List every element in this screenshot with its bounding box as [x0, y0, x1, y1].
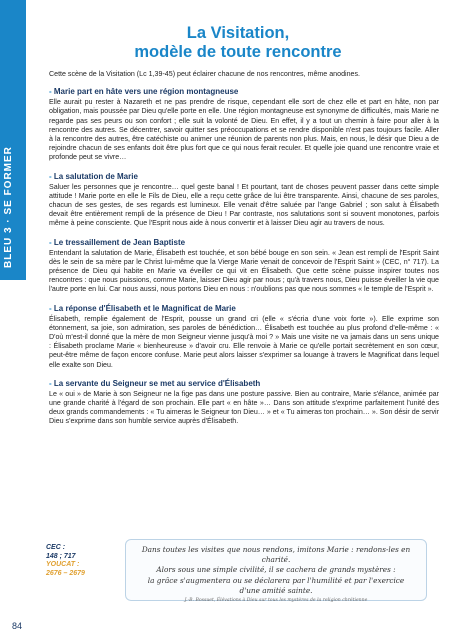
page-title [40, 24, 436, 62]
article-body [49, 70, 439, 436]
quote-line: d'une amitié sainte. [239, 585, 313, 595]
page-title-line1: La Visitation, [186, 24, 290, 42]
cec-value: 148 ; 717 [46, 552, 76, 560]
section-salutation [49, 172, 439, 229]
page-title-line2: modèle de toute rencontre [134, 43, 342, 61]
section-heading: - La réponse d'Élisabeth et le Magnificat de Marie [49, 303, 236, 313]
section-heading: - Marie part en hâte vers une région montagneuse [49, 87, 239, 97]
section-body: Elle aurait pu rester à Nazareth et ne pas prendre de risque, cependant elle sort de chez elle et part en hâte, non par obligation, mais poussée par Dieu qu'elle porte en elle. Une région montagneuse est synonyme de difficultés, mais Marie ne regarde pas ses peurs ou son confort ; elle suit la volonté de Dieu. En effet, il y a tout un chemin à faire pour aller à la rencontre des autres. Se décentrer, savoir quitter ses préoccupations et se rendre disponible n'est pas toujours facile. Aller à la rencontre des autres, être catéchiste ou animer une réunion de parents non plus. Mais, en nous, le désir que Dieu a de rejoindre chacun de ses enfants doit être plus fort que ce qui nous ferait reculer. Et quelle joie quand une rencontre vraie et profonde peut se vivre… [49, 98, 439, 162]
page-number: 84 [12, 621, 23, 631]
intro-paragraph: Cette scène de la Visitation (Lc 1,39-45) peut éclairer chacune de nos rencontres, même anodines. [49, 70, 360, 78]
quote-line: Dans toutes les visites que nous rendons, imitons Marie : rendons-les en charité. [141, 545, 411, 565]
section-heading: - La servante du Seigneur se met au service d'Élisabeth [49, 378, 261, 388]
sidebar-band [0, 0, 26, 280]
section-body: Saluer les personnes que je rencontre… quel geste banal ! Et pourtant, tant de choses peuvent passer dans cette simple attitude ! Marie porte en elle le Fils de Dieu, elle a reçu cette grâce de lui être transparente. Ainsi, chacune de ses paroles, chacun de ses gestes, de ses regards est lumineux. Elle venait d'être saluée par l'ange Gabriel ; son salut à Élisabeth devait être entièrement rempli de la présence de Dieu ! Par contraste, nos salutations sont si souvent monotones, parfois même à peine consciente. Que l'Esprit nous aide à nous convertir et à laisser Dieu agir au travers de nous. [49, 182, 439, 228]
youcat-value: 2676 – 2679 [46, 569, 85, 577]
youcat-label: YOUCAT : [46, 561, 80, 569]
quote-line: Alors sous une simple civilité, il se cachera de grands mystères : [156, 565, 396, 575]
section-servante [49, 379, 439, 427]
sidebar-label: BLEU 3 · SE FORMER [3, 146, 14, 268]
section-heading: - Le tressaillement de Jean Baptiste [49, 237, 186, 247]
section-tressaillement [49, 238, 439, 295]
references [46, 544, 121, 578]
section-body: Entendant la salutation de Marie, Élisabeth est touchée, et son bébé bouge en son sein. « Jean est rempli de l'Esprit Saint dès le sein de sa mère par le Christ lui-même que la Vierge Marie venait de concevoir de l'Esprit Saint » (CEC, n° 717). La présence de Dieu qui habite en Marie va éveiller ce qui vit en Élisabeth. Que cette scène puisse inspirer toutes nos rencontres : que nous puissions, comme Marie, laisser Dieu agir par nous ; qu'à travers nous, Dieu puisse éveiller la vie que l'autre porte en lui. Car nous aussi, nous portons Dieu en nous : n'oublions pas que nous sommes « le temple de l'Esprit ». [49, 248, 439, 294]
quote-line: la grâce s'augmentera ou se déclarera par l'humilité et par l'exercice [147, 575, 405, 585]
section-heading: - La salutation de Marie [49, 171, 138, 181]
quote-source: J.-B. Bossuet, Élévations à Dieu sur tous les mystères de la religion chrétienne [184, 598, 368, 604]
section-marie-part [49, 87, 439, 162]
quote-text [126, 545, 426, 596]
section-reponse-elisabeth [49, 304, 439, 370]
section-body: Le « oui » de Marie à son Seigneur ne la fige pas dans une posture passive. Bien au contraire, Marie s'élance, animée par une grande charité à l'égard de son prochain. Elle part « en hâte »… Dans son attitude s'exprime parfaitement l'unité des deux grands commandements : « Tu aimeras le Seigneur ton Dieu… » et « Tu aimeras ton prochain… ». Son désir de servir Dieu s'exprime dans son humble service auprès d'Élisabeth. [49, 389, 439, 426]
cec-label: CEC : [46, 544, 66, 551]
quote-box [125, 539, 427, 604]
section-body: Élisabeth, remplie également de l'Esprit, pousse un grand cri (elle « s'écria d'une voix forte »). Elle exprime son étonnement, sa joie, son admiration, ses paroles de bénédiction… Élisabeth est touchée au plus profond d'elle-même : « D'où m'est-il donné que la mère de mon Seigneur vienne jusqu'à moi ? » Mais une visite ne va jamais dans un sens unique : Élisabeth proclame Marie « bienheureuse » d'avoir cru. Elle renvoie à Marie ce qu'elle portait secrètement en son cœur, peut-être même de façon encore confuse. Marie peut alors laisser s'exprimer sa louange à travers le Magnificat dans lequel elle exalte son Dieu. [49, 314, 439, 369]
